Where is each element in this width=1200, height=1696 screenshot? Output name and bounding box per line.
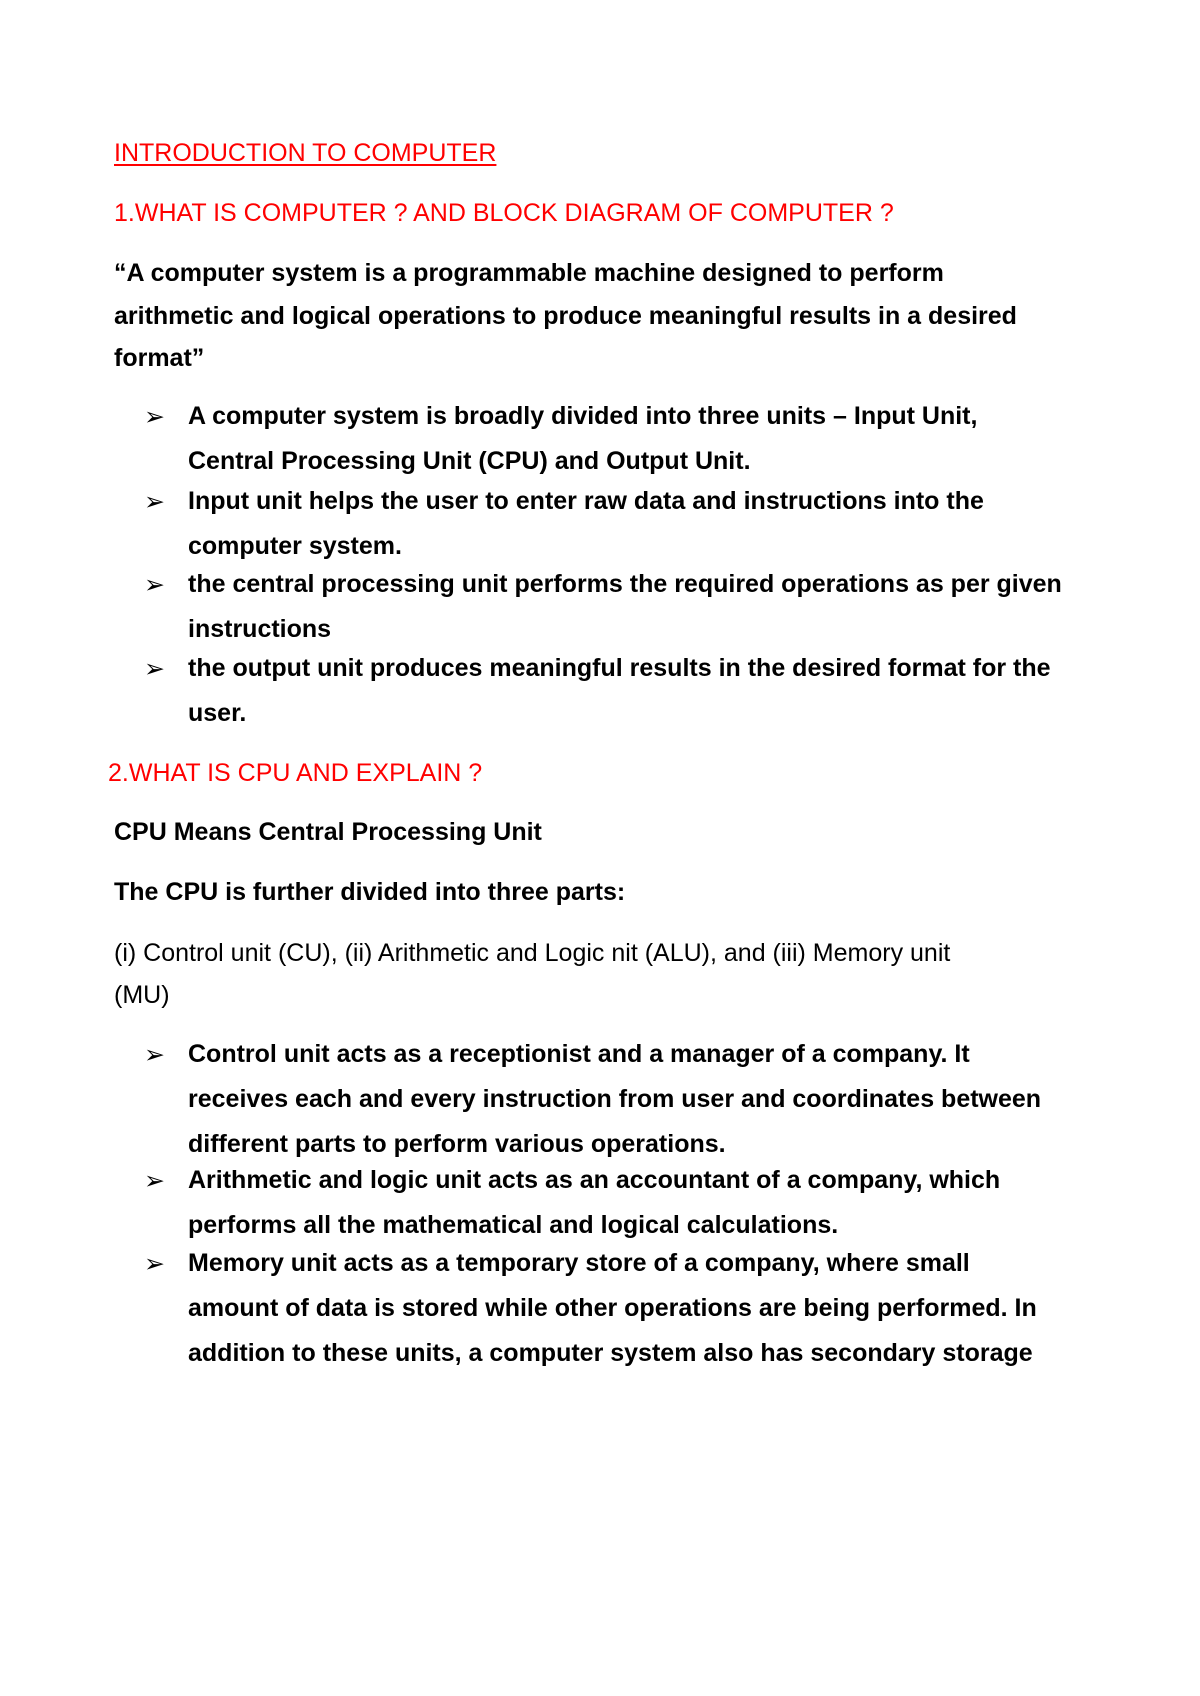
bullet-text bbox=[188, 479, 984, 569]
q1-bullet-3 bbox=[144, 570, 1174, 652]
bullet-text bbox=[188, 394, 977, 484]
bullet-line: user. bbox=[188, 699, 247, 727]
cpu-meaning: CPU Means Central Processing Unit bbox=[114, 818, 542, 846]
question-1-heading: 1.WHAT IS COMPUTER ? AND BLOCK DIAGRAM OF COMPUTER ? bbox=[114, 199, 894, 227]
question-2-heading: 2.WHAT IS CPU AND EXPLAIN ? bbox=[108, 759, 483, 787]
arrow-bullet-icon: ➢ bbox=[144, 571, 165, 599]
arrow-bullet-icon: ➢ bbox=[144, 1250, 165, 1278]
bullet-text bbox=[188, 646, 1051, 736]
q2-bullet-2 bbox=[144, 1166, 1174, 1248]
bullet-line: addition to these units, a computer system also has secondary storage bbox=[188, 1339, 1033, 1367]
arrow-bullet-icon: ➢ bbox=[144, 1041, 165, 1069]
arrow-bullet-icon: ➢ bbox=[144, 403, 165, 431]
bullet-line: A computer system is broadly divided into three units – Input Unit, bbox=[188, 402, 978, 430]
page-title: INTRODUCTION TO COMPUTER bbox=[114, 139, 497, 167]
definition-line-1: “A computer system is a programmable machine designed to perform bbox=[114, 259, 944, 287]
bullet-text bbox=[188, 1032, 1041, 1167]
cpu-parts-line-1: (i) Control unit (CU), (ii) Arithmetic and Logic nit (ALU), and (iii) Memory unit bbox=[114, 939, 951, 967]
q2-bullet-3 bbox=[144, 1249, 1174, 1376]
definition-line-3: format” bbox=[114, 344, 205, 372]
arrow-bullet-icon: ➢ bbox=[144, 488, 165, 516]
cpu-parts-intro: The CPU is further divided into three parts: bbox=[114, 878, 626, 906]
q2-bullet-1 bbox=[144, 1040, 1174, 1167]
bullet-text bbox=[188, 562, 1062, 652]
q1-bullet-1 bbox=[144, 402, 1174, 484]
q1-bullet-4 bbox=[144, 654, 1174, 736]
bullet-line: the output unit produces meaningful results in the desired format for the bbox=[188, 654, 1051, 682]
bullet-line: Central Processing Unit (CPU) and Output Unit. bbox=[188, 447, 751, 475]
definition-line-2: arithmetic and logical operations to produce meaningful results in a desired bbox=[114, 302, 1017, 330]
q1-bullet-2 bbox=[144, 487, 1174, 569]
bullet-line: performs all the mathematical and logical calculations. bbox=[188, 1211, 839, 1239]
cpu-parts-line-2: (MU) bbox=[114, 981, 170, 1009]
bullet-line: receives each and every instruction from user and coordinates between bbox=[188, 1085, 1042, 1113]
bullet-line: Arithmetic and logic unit acts as an accountant of a company, which bbox=[188, 1166, 1001, 1194]
bullet-line: Input unit helps the user to enter raw data and instructions into the bbox=[188, 487, 984, 515]
bullet-line: Control unit acts as a receptionist and a manager of a company. It bbox=[188, 1040, 970, 1068]
bullet-line: computer system. bbox=[188, 532, 402, 560]
bullet-line: the central processing unit performs the required operations as per given bbox=[188, 570, 1062, 598]
arrow-bullet-icon: ➢ bbox=[144, 1167, 165, 1195]
bullet-text bbox=[188, 1158, 1000, 1248]
bullet-line: amount of data is stored while other operations are being performed. In bbox=[188, 1294, 1037, 1322]
arrow-bullet-icon: ➢ bbox=[144, 655, 165, 683]
bullet-line: instructions bbox=[188, 615, 332, 643]
bullet-text bbox=[188, 1241, 1037, 1376]
bullet-line: different parts to perform various operations. bbox=[188, 1130, 726, 1158]
bullet-line: Memory unit acts as a temporary store of a company, where small bbox=[188, 1249, 970, 1277]
